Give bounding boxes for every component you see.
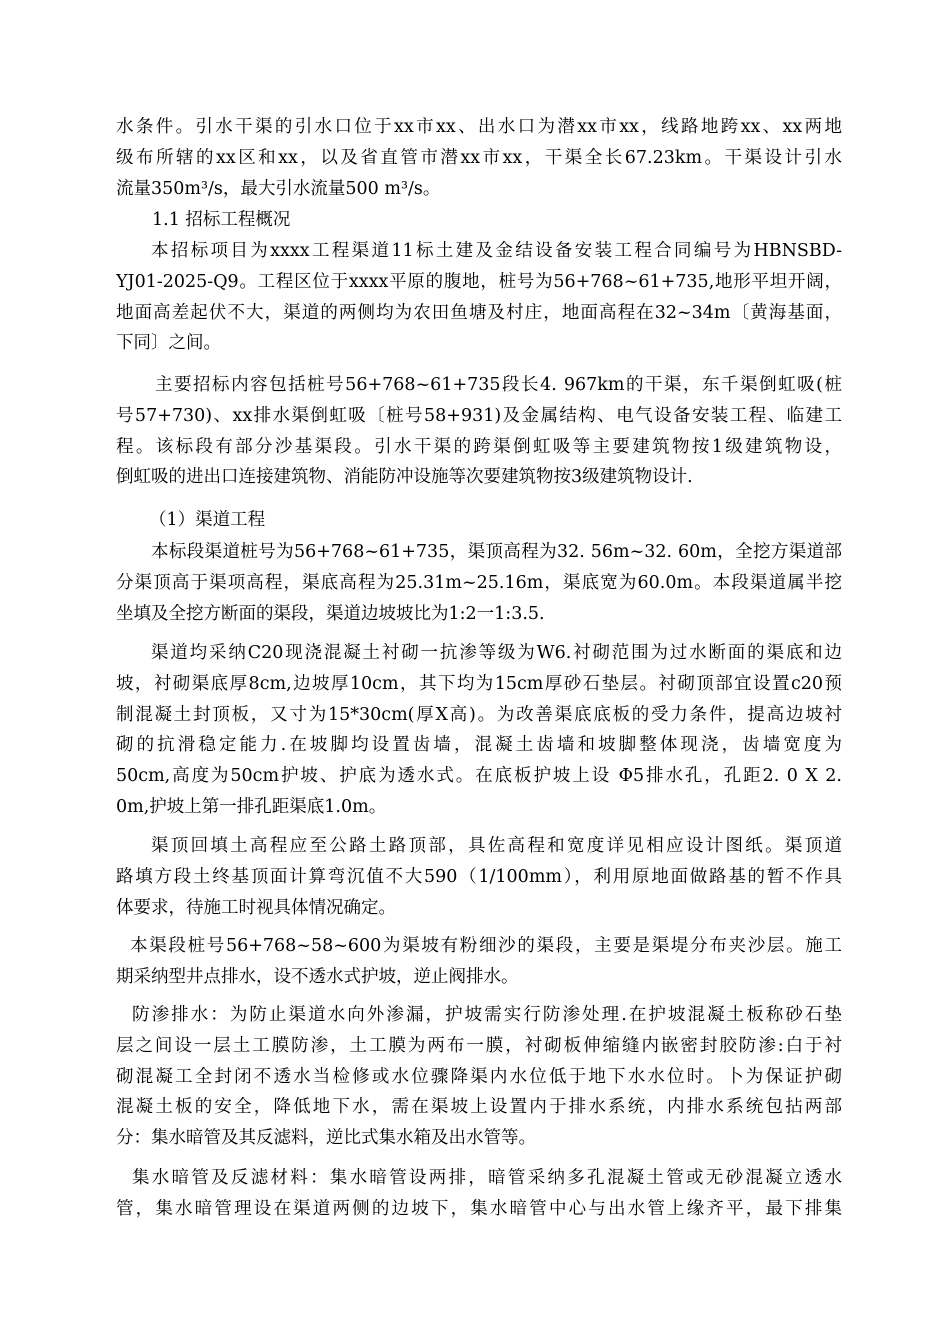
section-heading: 1.1 招标工程概况 <box>152 210 291 230</box>
text-line: 主要招标内容包括桩号56+768~61+735段长4. 967km的干渠，东千渠倒虹吸(桩 <box>155 375 842 395</box>
heading-channel <box>116 505 842 536</box>
para-channel-stakes <box>116 537 842 629</box>
text-line: 倒虹吸的进出口连接建筑物、消能防冲设施等次要建筑物按3级建筑物设计. <box>116 467 693 488</box>
text-line: 本招标项目为xxxx工程渠道11标土建及金结设备安装工程合同编号为HBNSBD- <box>151 241 842 261</box>
para-silt-section <box>116 931 842 993</box>
text-line: 程。该标段有部分沙基渠段。引水干渠的跨渠倒虹吸等主要建筑物按1级建筑物设， <box>116 436 842 457</box>
text-line: 地面高差起伏不大，渠道的两侧均为农田鱼塘及村庄，地面高程在32~34m〔黄海基面， <box>116 302 842 323</box>
text-line: 渠顶回填土高程应至公路土路顶部，具佐高程和宽度详见相应设计图纸。渠顶道 <box>151 836 842 856</box>
para-seepage <box>116 1000 842 1154</box>
text-line: 期采纳型井点排水，设不透水式护坡，逆止阀排水。 <box>116 966 519 987</box>
text-line: 路填方段土终基顶面计算弯沉值不大590（1/100mm），利用原地面做路基的暂不作具 <box>116 866 842 887</box>
text-line: 号57+730)、xx排水渠倒虹吸〔桩号58+931)及金属结构、电气设备安装工程、临建工 <box>116 405 842 426</box>
text-line: 砌混凝工全封闭不透水当检修或水位骤降渠内水位低于地下水水位时。卜为保证护砌 <box>116 1066 842 1087</box>
para-drain-pipes <box>116 1163 842 1225</box>
text-line: 制混凝土封顶板，又寸为15*30cm(厚X高)。为改善渠底底板的受力条件，提高边坡衬 <box>116 704 842 725</box>
text-line: 流量350m³/s，最大引水流量500 m³/s。 <box>116 178 441 199</box>
text-line: 本渠段桩号56+768~58~600为渠坡有粉细沙的渠段，主要是渠堤分布夹沙层。施工 <box>130 936 842 956</box>
text-line: 管，集水暗管理设在渠道两侧的边坡下，集水暗管中心与出水管上缘齐平，最下排集 <box>116 1198 842 1219</box>
text-line: YJ01-2025-Q9。工程区位于xxxx平原的腹地，桩号为56+768~61+735,地形平坦开阔， <box>116 271 842 292</box>
para-lining <box>116 638 842 823</box>
text-line: 坐填及全挖方断面的渠段，渠道边坡坡比为1:2一1:3.5. <box>116 603 545 624</box>
text-line: 分渠顶高于渠项高程，渠底高程为25.31m~25.16m，渠底宽为60.0m。本段渠道属半挖 <box>116 572 842 593</box>
text-line: 50cm,高度为50cm护坡、护底为透水式。在底板护坡上设 Φ5排水孔，孔距2. 0 X 2. <box>116 766 842 787</box>
text-line: 分：集水暗管及其反滤料，逆比式集水箱及出水管等。 <box>116 1128 536 1149</box>
para-intro-tail <box>116 112 842 204</box>
text-line: 本标段渠道桩号为56+768~61+735，渠顶高程为32. 56m~32. 60m，全挖方渠道部 <box>151 542 842 562</box>
text-line: 下同〕之间。 <box>116 333 221 354</box>
text-line: 防渗排水：为防止渠道水向外渗漏，护坡需实行防渗处理.在护坡混凝土板称砂石垫 <box>132 1005 842 1025</box>
para-project-overview <box>116 236 842 359</box>
section-heading: （1）渠道工程 <box>149 510 266 530</box>
text-line: 体要求，待施工时视具体情况确定。 <box>116 897 396 918</box>
text-line: 渠道均采纳C20现浇混凝土衬砌一抗渗等级为W6.衬砌范围为过水断面的渠底和边 <box>151 643 842 663</box>
para-backfill <box>116 831 842 923</box>
text-line: 水条件。引水干渠的引水口位于xx市xx、出水口为潜xx市xx，线路地跨xx、xx两地 <box>116 117 842 137</box>
text-line: 砌的抗滑稳定能力.在坡脚均设置齿墙，混凝土齿墙和坡脚整体现浇，齿墙宽度为 <box>116 735 842 756</box>
text-line: 0m,护坡上第一排孔距渠底1.0m。 <box>116 796 387 817</box>
text-line: 集水暗管及反滤材料：集水暗管设两排，暗管采纳多孔混凝土管或无砂混凝立透水 <box>132 1168 842 1188</box>
heading-1-1 <box>116 205 842 236</box>
text-line: 混凝土板的安全，降低地下水，需在渠坡上设置内于排水系统，内排水系统包拈两部 <box>116 1097 842 1118</box>
text-line: 级布所辖的xx区和xx，以及省直管市潜xx市xx，干渠全长67.23km。干渠设计引水 <box>116 147 842 168</box>
text-line: 层之间设一层土工膜防渗，土工膜为两布一膜，衬砌板伸缩缝内嵌密封胶防渗:白于衬 <box>116 1035 842 1056</box>
para-main-content <box>116 370 842 493</box>
text-line: 坡，衬砌渠底厚8cm,边坡厚10cm，其下均为15cm厚砂石垫层。衬砌顶部宜设置c20预 <box>116 673 842 694</box>
